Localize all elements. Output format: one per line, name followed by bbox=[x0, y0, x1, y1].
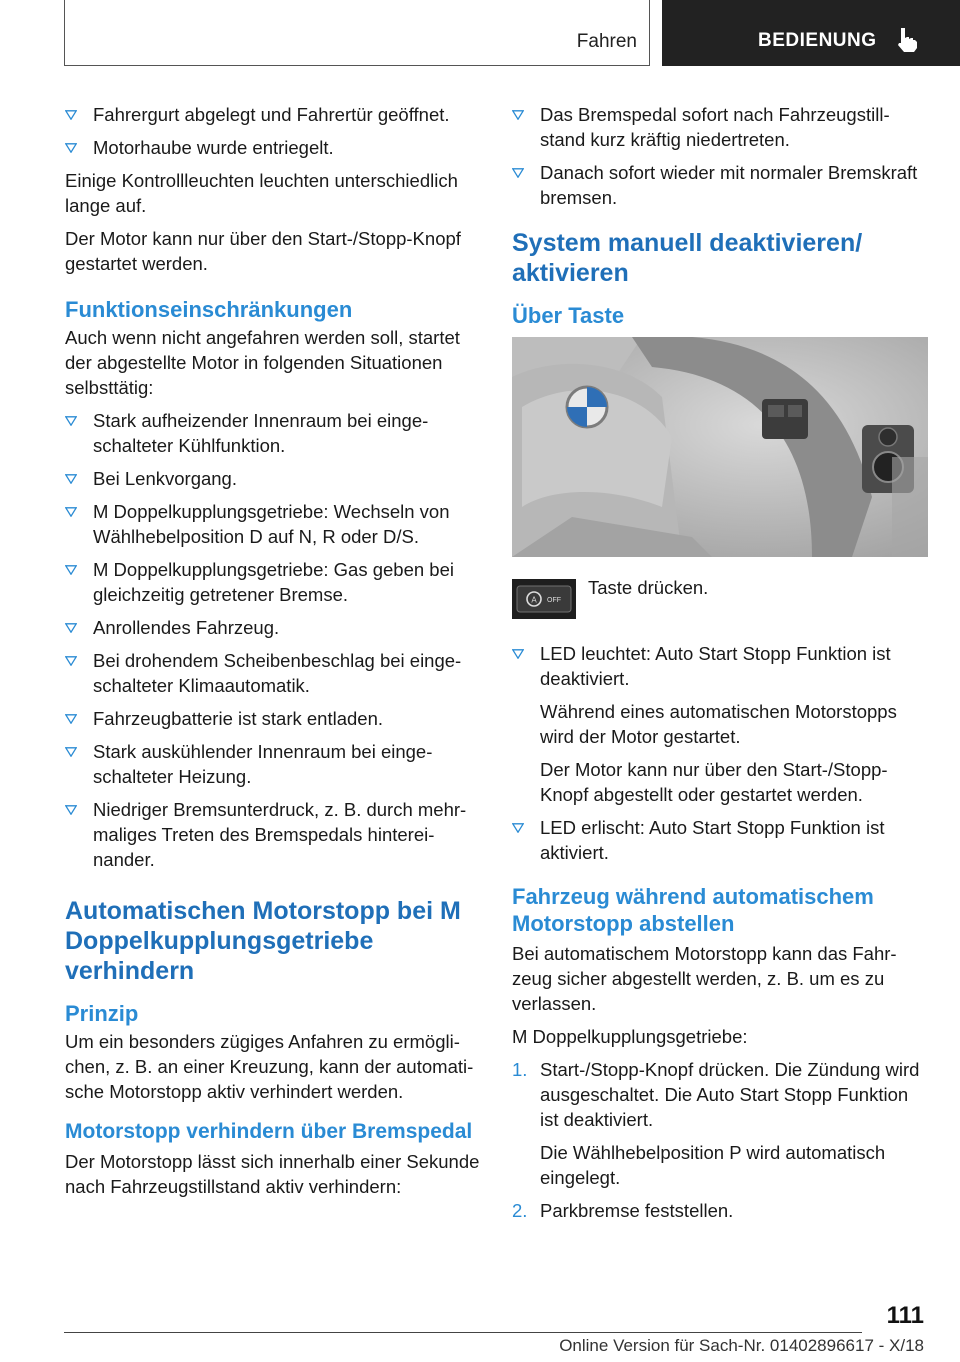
bullet-triangle-icon bbox=[512, 823, 524, 833]
numbered-step bbox=[512, 1198, 928, 1223]
steering-wheel-photo bbox=[512, 337, 928, 557]
list-item-text: Stark auskühlender Innenraum bei eingeschalteter Heizung. bbox=[93, 741, 433, 787]
list-item bbox=[65, 615, 480, 640]
step-text: Parkbremse feststellen. bbox=[540, 1200, 734, 1221]
bullet-triangle-icon bbox=[65, 747, 77, 757]
heading-park-during-auto-stop: Fahrzeug während automatischem Motorstopp abstellen bbox=[512, 884, 874, 936]
bullet-triangle-icon bbox=[512, 168, 524, 178]
button-icon-text: OFF bbox=[547, 597, 561, 604]
bullet-triangle-icon bbox=[65, 714, 77, 724]
bullet-triangle-icon bbox=[65, 110, 77, 120]
list-item bbox=[65, 797, 480, 872]
button-instruction bbox=[512, 575, 928, 625]
paragraph: M Doppelkupplungsgetriebe: bbox=[512, 1026, 748, 1047]
paragraph: Bei automatischem Motorstopp kann das Fahrzeug sicher abgestellt werden, z. B. um es zu verlassen. bbox=[512, 943, 897, 1014]
list-item bbox=[512, 815, 928, 865]
bullet-triangle-icon bbox=[512, 649, 524, 659]
list-item-text: Stark aufheizender Innenraum bei eingeschalteter Kühlfunktion. bbox=[93, 410, 429, 456]
list-item bbox=[512, 102, 928, 152]
pointing-hand-icon bbox=[892, 24, 922, 54]
indented-paragraph: Der Motor kann nur über den Start-/Stopp-Knopf abgestellt oder gestartet werden. bbox=[540, 759, 888, 805]
paragraph: Der Motorstopp lässt sich innerhalb einer Sekunde nach Fahrzeugstillstand aktiv verhindern: bbox=[65, 1151, 480, 1197]
list-item-text: Motorhaube wurde entriegelt. bbox=[93, 137, 334, 158]
list-item bbox=[65, 466, 480, 491]
section-title: Fahren bbox=[576, 31, 637, 52]
left-column bbox=[65, 102, 480, 1207]
list-item bbox=[65, 102, 480, 127]
footer-online-version: Online Version für Sach-Nr. 01402896617 - X/18 bbox=[559, 1336, 924, 1355]
list-item-text: Niedriger Bremsunterdruck, z. B. durch mehrmaliges Treten des Bremspedals hintereinander. bbox=[93, 799, 467, 870]
button-instruction-text: Taste drücken. bbox=[588, 577, 709, 598]
list-item-text: Anrollendes Fahrzeug. bbox=[93, 617, 280, 638]
paragraph: Um ein besonders zügiges Anfahren zu ermöglichen, z. B. an einer Kreuzung, kann der automatische Motorstopp aktiv verhindert werden. bbox=[65, 1031, 474, 1102]
list-item-text: Bei drohendem Scheibenbeschlag bei eingeschalteter Klimaautomatik. bbox=[93, 650, 462, 696]
bullet-triangle-icon bbox=[65, 416, 77, 426]
list-item bbox=[65, 557, 480, 607]
list-item-text: Danach sofort wieder mit normaler Bremskraft bremsen. bbox=[540, 162, 918, 208]
auto-start-stop-off-button-icon bbox=[512, 579, 576, 619]
bullet-triangle-icon bbox=[65, 565, 77, 575]
heading-brake-pedal: Motorstopp verhindern über Bremspedal bbox=[65, 1120, 473, 1143]
list-item bbox=[512, 641, 928, 691]
bullet-triangle-icon bbox=[65, 656, 77, 666]
list-item-text: LED erlischt: Auto Start Stopp Funktion ist aktiviert. bbox=[540, 817, 885, 863]
paragraph: Auch wenn nicht angefahren werden soll, startet der abgestellte Motor in folgenden Situationen selbsttätig: bbox=[65, 327, 460, 398]
heading-function-limits: Funktionseinschränkungen bbox=[65, 297, 353, 322]
bullet-triangle-icon bbox=[65, 507, 77, 517]
svg-text:A: A bbox=[531, 595, 537, 605]
paragraph: Der Motor kann nur über den Start-/Stopp-Knopf gestartet werden. bbox=[65, 228, 461, 274]
list-item-text: LED leuchtet: Auto Start Stopp Funktion ist deaktiviert. bbox=[540, 643, 891, 689]
bullet-triangle-icon bbox=[65, 805, 77, 815]
step-note: Die Wählhebelposition P wird automatisch eingelegt. bbox=[540, 1142, 886, 1188]
heading-via-button: Über Taste bbox=[512, 303, 625, 328]
heading-manual-toggle: System manuell deaktivieren/ aktivieren bbox=[512, 229, 863, 287]
list-item bbox=[65, 135, 480, 160]
heading-prevent-auto-stop: Automatischen Motorstopp bei M Doppelkupplungsgetriebe verhindern bbox=[65, 897, 461, 985]
right-column bbox=[512, 102, 928, 1231]
bullet-triangle-icon bbox=[65, 474, 77, 484]
step-text: Start-/Stopp-Knopf drücken. Die Zündung wird ausgeschaltet. Die Auto Start Stopp Funktion ist deaktiviert. bbox=[540, 1059, 920, 1130]
list-item bbox=[65, 648, 480, 698]
numbered-step bbox=[512, 1057, 928, 1132]
list-item-text: Das Bremspedal sofort nach Fahrzeugstillstand kurz kräftig niedertreten. bbox=[540, 104, 890, 150]
header-section-box bbox=[64, 0, 650, 66]
list-item bbox=[65, 739, 480, 789]
bullet-triangle-icon bbox=[65, 623, 77, 633]
bullet-triangle-icon bbox=[512, 110, 524, 120]
indented-paragraph: Während eines automatischen Motorstopps wird der Motor gestartet. bbox=[540, 701, 897, 747]
list-item-text: Bei Lenkvorgang. bbox=[93, 468, 237, 489]
heading-principle: Prinzip bbox=[65, 1001, 139, 1026]
step-number: 1. bbox=[512, 1059, 528, 1080]
step-number: 2. bbox=[512, 1200, 528, 1221]
footer-divider bbox=[64, 1332, 862, 1333]
list-item bbox=[65, 706, 480, 731]
paragraph: Einige Kontrollleuchten leuchten unterschiedlich lange auf. bbox=[65, 170, 458, 216]
list-item bbox=[512, 160, 928, 210]
header-chapter-tab bbox=[662, 0, 960, 66]
list-item-text: M Doppelkupplungsgetriebe: Gas geben bei gleichzeitig getretener Bremse. bbox=[93, 559, 454, 605]
list-item-text: M Doppelkupplungsgetriebe: Wechseln von Wählhebelposition D auf N, R oder D/S. bbox=[93, 501, 450, 547]
bullet-triangle-icon bbox=[65, 143, 77, 153]
list-item bbox=[65, 408, 480, 458]
page-number: 111 bbox=[886, 1302, 924, 1329]
list-item-text: Fahrzeugbatterie ist stark entladen. bbox=[93, 708, 383, 729]
list-item bbox=[65, 499, 480, 549]
chapter-title: BEDIENUNG bbox=[758, 30, 877, 51]
list-item-text: Fahrergurt abgelegt und Fahrertür geöffnet. bbox=[93, 104, 450, 125]
